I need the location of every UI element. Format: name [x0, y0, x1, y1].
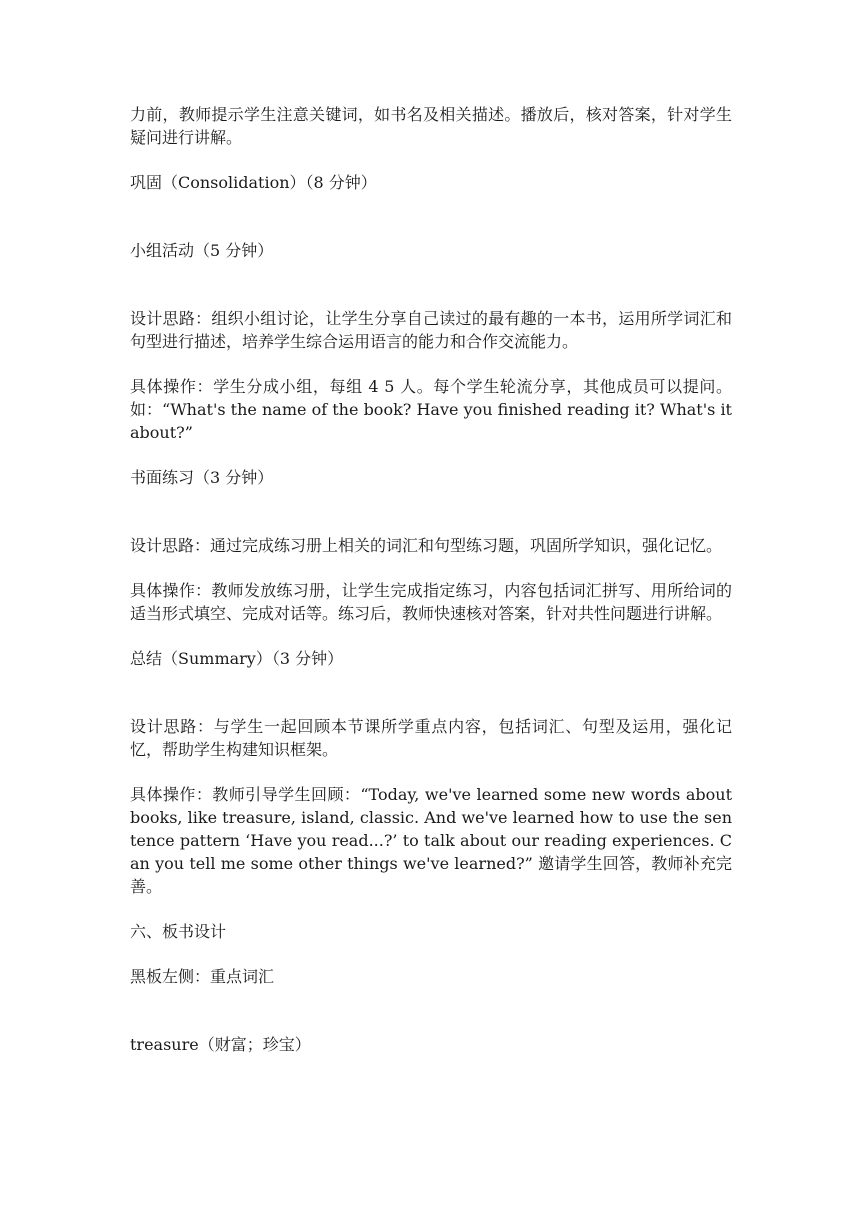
vocabulary-item-treasure: treasure（财富；珍宝）	[130, 1035, 311, 1054]
document-body	[130, 103, 732, 1056]
paragraph-group-steps: 具体操作：学生分成小组，每组 4 5 人。每个学生轮流分享，其他成员可以提问。如：“What's the name of the book? Have you finished reading it? What's it about?”	[130, 377, 732, 442]
paragraph-summary-design: 设计思路：与学生一起回顾本节课所学重点内容，包括词汇、句型及运用，强化记忆，帮助学生构建知识框架。	[130, 717, 732, 759]
heading-written-practice: 书面练习（3 分钟）	[130, 468, 274, 487]
paragraph-written-steps: 具体操作：教师发放练习册，让学生完成指定练习，内容包括词汇拼写、用所给词的适当形式填空、完成对话等。练习后，教师快速核对答案，针对共性问题进行讲解。	[130, 581, 732, 623]
paragraph-summary-steps: 具体操作：教师引导学生回顾：“Today, we've learned some new words about books, like treasure, island, classic. And we've learned how to use the sentence pattern ‘Have you read...?’ to talk about our reading experiences. Can you tell me some other things we've learned?” 邀请学生回答，教师补充完善。	[130, 785, 732, 896]
heading-group-activity: 小组活动（5 分钟）	[130, 241, 274, 260]
paragraph-listening-tip: 力前，教师提示学生注意关键词，如书名及相关描述。播放后，核对答案，针对学生疑问进行讲解。	[130, 105, 732, 147]
heading-board-design: 六、板书设计	[130, 922, 227, 941]
heading-consolidation: 巩固（Consolidation）（8 分钟）	[130, 173, 377, 192]
heading-summary: 总结（Summary）（3 分钟）	[130, 649, 344, 668]
paragraph-written-design: 设计思路：通过完成练习册上相关的词汇和句型练习题，巩固所学知识，强化记忆。	[130, 536, 723, 555]
paragraph-group-design: 设计思路：组织小组讨论，让学生分享自己读过的最有趣的一本书，运用所学词汇和句型进行描述，培养学生综合运用语言的能力和合作交流能力。	[130, 309, 732, 351]
heading-board-left: 黑板左侧：重点词汇	[130, 967, 275, 986]
